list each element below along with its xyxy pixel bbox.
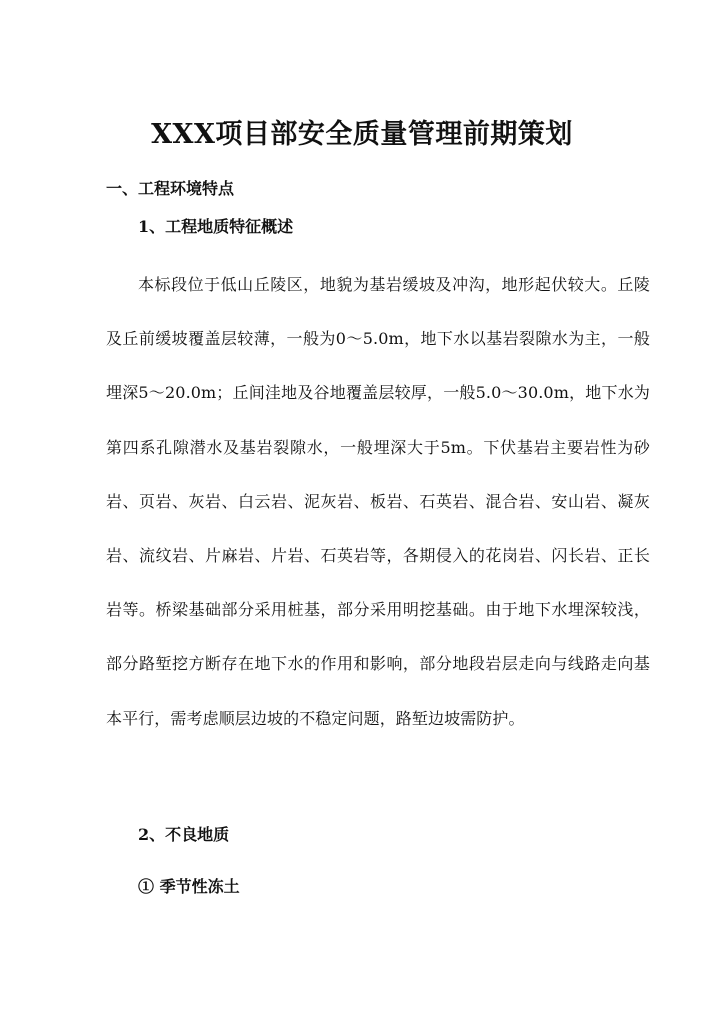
section-heading-engineering-environment: 一、工程环境特点 <box>106 179 235 198</box>
document-title: XXX项目部安全质量管理前期策划 <box>151 119 573 150</box>
geology-overview-paragraph: 本标段位于低山丘陵区，地貌为基岩缓坡及冲沟，地形起伏较大。丘陵及丘前缓坡覆盖层较薄，一般为0～5.0m，地下水以基岩裂隙水为主，一般埋深5～20.0m；丘间洼地及谷地覆盖层较厚，一般5.0～30.0m，地下水为第四系孔隙潜水及基岩裂隙水，一般埋深大于5m。下伏基岩主要岩性为砂岩、页岩、灰岩、白云岩、泥灰岩、板岩、石英岩、混合岩、安山岩、凝灰岩、流纹岩、片麻岩、片岩、石英岩等，各期侵入的花岗岩、闪长岩、正长岩等。桥梁基础部分采用桩基，部分采用明挖基础。由于地下水埋深较浅，部分路堑挖方断存在地下水的作用和影响，部分地段岩层走向与线路走向基本平行，需考虑顺层边坡的不稳定问题，路堑边坡需防护。 <box>106 275 650 728</box>
subsection-heading-adverse-geology: 2、不良地质 <box>138 825 230 844</box>
item-heading-seasonal-frozen-soil: ① 季节性冻土 <box>138 877 240 896</box>
subsection-heading-geology-overview: 1、工程地质特征概述 <box>138 217 294 236</box>
